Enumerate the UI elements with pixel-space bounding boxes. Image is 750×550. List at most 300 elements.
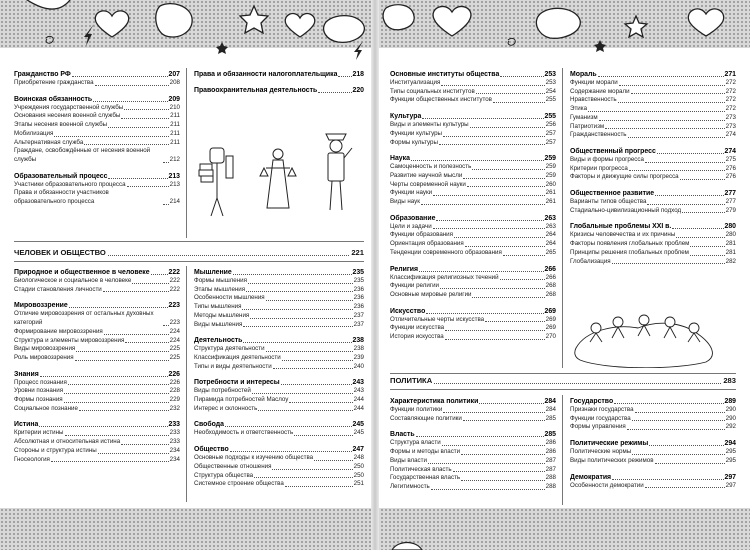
toc-entry[interactable] — [390, 324, 556, 333]
page-number: 272 — [725, 87, 736, 95]
toc-section — [14, 420, 180, 464]
entry-title: Участники образовательного процесса — [14, 180, 126, 188]
toc-entry[interactable] — [570, 88, 736, 97]
toc-entry[interactable] — [194, 405, 364, 414]
entry-title: Виды и элементы культуры — [390, 121, 469, 129]
leader-dots — [635, 412, 725, 413]
entry-title: Функции искусства — [390, 324, 445, 332]
toc-section-heading[interactable] — [570, 439, 736, 448]
toc-entry[interactable] — [570, 406, 736, 415]
page-number: 287 — [545, 456, 556, 464]
leader-dots — [631, 93, 725, 94]
page-number: 263 — [544, 214, 556, 222]
page-number: 223 — [168, 302, 180, 310]
toc-section-heading[interactable] — [570, 397, 736, 406]
entry-title: Составляющие политики — [390, 414, 462, 422]
section-title: Государство — [570, 398, 614, 405]
leader-dots — [647, 204, 724, 205]
toc-entry[interactable] — [194, 277, 364, 286]
page-number: 223 — [169, 319, 180, 327]
bubble-icon — [20, 0, 70, 9]
section-title: Мышление — [194, 269, 232, 276]
leader-dots — [163, 325, 169, 326]
toc-entry[interactable] — [194, 303, 364, 312]
page-number: 209 — [168, 95, 180, 103]
entry-title: Типы мышления — [194, 303, 242, 311]
toc-entry[interactable] — [194, 286, 364, 295]
toc-entry[interactable] — [14, 112, 180, 121]
toc-entry[interactable] — [570, 423, 736, 432]
section-title: Характеристика политики — [390, 398, 479, 405]
entry-title: Виды политических режимов — [570, 456, 654, 464]
page-number: 266 — [544, 265, 556, 273]
leader-dots — [95, 85, 169, 86]
entry-title: Учреждения государственной службы — [14, 103, 124, 111]
entry-title: Самоценность и полезность — [390, 163, 472, 171]
page-number: 243 — [352, 379, 364, 387]
part-title[interactable]: ПОЛИТИКА — [390, 376, 433, 385]
page-number: 235 — [353, 277, 364, 284]
toc-section-heading[interactable] — [14, 268, 180, 277]
leader-dots — [132, 283, 168, 284]
book-gutter — [371, 0, 379, 550]
leader-dots — [243, 326, 352, 327]
toc-entry[interactable] — [194, 454, 364, 463]
entry-title: Патриотизм — [570, 122, 605, 130]
leader-dots — [40, 376, 168, 377]
page-number: 255 — [545, 96, 556, 104]
toc-entry[interactable] — [570, 123, 736, 132]
toc-entry[interactable] — [14, 387, 180, 396]
toc-entry[interactable] — [570, 249, 736, 258]
leader-dots — [98, 453, 169, 454]
leader-dots — [54, 136, 169, 137]
entry-title: Варианты типов общества — [570, 198, 647, 206]
page-number: 233 — [168, 421, 180, 429]
page-number: 259 — [544, 155, 556, 163]
entry-title: Системное строение общества — [194, 480, 284, 488]
toc-entry[interactable] — [390, 189, 556, 198]
page-number: 250 — [353, 471, 364, 479]
page-number: 236 — [353, 294, 364, 302]
leader-dots — [655, 195, 723, 196]
section-title: Наука — [390, 155, 410, 163]
page-number: 292 — [725, 423, 736, 431]
toc-entry[interactable] — [14, 447, 180, 456]
toc-section — [14, 95, 180, 165]
toc-section — [570, 397, 736, 432]
entry-title: Интерес и склонность — [194, 404, 258, 412]
entry-title: Формирование мировоззрения — [14, 327, 103, 335]
lightning-icon — [84, 24, 94, 46]
entry-title: Функции науки — [390, 189, 433, 197]
toc-entry[interactable] — [390, 474, 556, 483]
toc-section-heading[interactable] — [14, 172, 180, 181]
toc-entry[interactable] — [390, 249, 556, 258]
page-number: 253 — [545, 79, 556, 86]
leader-dots — [500, 279, 545, 280]
toc-entry[interactable] — [390, 88, 556, 97]
leader-dots — [419, 271, 544, 272]
leader-dots — [163, 204, 169, 205]
toc-entry[interactable] — [14, 345, 180, 354]
toc-section-heading[interactable] — [390, 214, 556, 223]
page-number: 235 — [352, 269, 364, 276]
toc-entry[interactable] — [194, 396, 364, 405]
page-number: 273 — [725, 122, 736, 130]
toc-entry[interactable] — [194, 387, 364, 396]
leader-dots — [470, 127, 545, 128]
page-number: 290 — [725, 406, 736, 413]
toc-section — [14, 70, 180, 88]
toc-entry[interactable] — [390, 172, 556, 181]
toc-section-heading[interactable] — [390, 112, 556, 121]
toc-section-heading[interactable] — [194, 70, 364, 79]
star-icon — [625, 16, 647, 37]
entry-title: Функции политики — [390, 406, 443, 413]
toc-section-heading[interactable] — [194, 445, 364, 454]
toc-entry[interactable] — [14, 354, 180, 363]
section-title: Природное и общественное в человеке — [14, 269, 150, 276]
toc-section-heading[interactable] — [194, 86, 364, 95]
page-number: 225 — [169, 353, 180, 361]
toc-section-heading[interactable] — [194, 378, 364, 387]
toc-entry[interactable] — [390, 439, 556, 448]
toc-entry[interactable] — [570, 207, 736, 216]
page-number: 277 — [725, 198, 736, 206]
toc-entry[interactable] — [570, 105, 736, 114]
bubble-icon — [324, 16, 365, 43]
toc-section — [194, 420, 364, 438]
toc-entry[interactable] — [390, 240, 556, 249]
toc-entry[interactable] — [570, 457, 736, 466]
entry-title: Особенности мышления — [194, 294, 265, 302]
leader-dots — [493, 102, 545, 103]
toc-entry[interactable] — [390, 163, 556, 172]
toc-entry[interactable] — [194, 294, 364, 303]
toc-entry[interactable] — [390, 79, 556, 88]
entry-title: Стадиально-цивилизационный подход — [570, 206, 682, 214]
page-number: 272 — [725, 79, 736, 86]
toc-entry[interactable] — [14, 104, 180, 113]
toc-entry[interactable] — [194, 345, 364, 354]
toc-entry[interactable] — [570, 156, 736, 165]
leader-dots — [416, 436, 544, 437]
toc-entry[interactable] — [14, 337, 180, 346]
toc-entry[interactable] — [14, 405, 180, 414]
page-number: 285 — [544, 431, 556, 439]
entry-title: Типы социальных институтов — [390, 87, 475, 95]
leader-dots — [294, 435, 352, 436]
toc-entry[interactable] — [390, 282, 556, 291]
page-number: 238 — [353, 345, 364, 353]
toc-section-heading[interactable] — [570, 70, 736, 79]
entry-title: Основные мировые религии — [390, 290, 472, 298]
toc-entry[interactable] — [194, 429, 364, 438]
page-number: 263 — [545, 222, 556, 230]
toc-section-heading[interactable] — [570, 222, 736, 231]
toc-section-heading[interactable] — [14, 70, 180, 79]
page-number: 213 — [169, 180, 180, 188]
entry-title: Легитимность — [390, 482, 430, 490]
page-number: 245 — [353, 429, 364, 437]
entry-title: Содержание морали — [570, 87, 630, 95]
section-title: Культура — [390, 113, 422, 121]
entry-title: Формы мышления — [194, 277, 247, 284]
toc-entry[interactable] — [570, 165, 736, 174]
entry-title: Критерии истины — [14, 429, 64, 437]
right-page — [390, 60, 736, 510]
toc-entry[interactable] — [14, 379, 180, 388]
toc-entry[interactable] — [390, 231, 556, 240]
toc-entry[interactable] — [570, 448, 736, 457]
leader-dots — [657, 153, 724, 154]
toc-entry[interactable] — [570, 240, 736, 249]
entry-title: Этапы несения военной службы — [14, 121, 108, 129]
toc-section-heading[interactable] — [570, 147, 736, 156]
toc-entry[interactable] — [570, 198, 736, 207]
section-title: Основные институты общества — [390, 71, 500, 78]
entry-title: Типы и виды деятельности — [194, 362, 272, 370]
page-number: 269 — [545, 324, 556, 332]
part-page: 221 — [351, 248, 364, 257]
entry-title: Процесс познания — [14, 378, 67, 386]
toc-entry[interactable] — [390, 198, 556, 207]
entry-title: Этапы мышления — [194, 285, 246, 293]
entry-title: Функции культуры — [390, 129, 442, 137]
toc-entry[interactable] — [390, 415, 556, 424]
toc-entry[interactable] — [570, 482, 736, 491]
toc-entry[interactable] — [390, 223, 556, 232]
page-number: 256 — [545, 121, 556, 129]
entry-title: Политические нормы — [570, 448, 632, 456]
toc-entry[interactable] — [14, 130, 180, 139]
toc-entry[interactable] — [194, 354, 364, 363]
page-number: 276 — [725, 173, 736, 181]
bottom-doodles — [0, 508, 750, 550]
leader-dots — [338, 76, 351, 77]
toc-entry[interactable] — [14, 121, 180, 130]
page-number: 218 — [352, 71, 364, 78]
toc-entry[interactable] — [194, 463, 364, 472]
toc-section-heading[interactable] — [390, 70, 556, 79]
section-title: Истина — [14, 421, 39, 429]
entry-title: Факторы появления глобальных проблем — [570, 240, 690, 248]
toc-entry[interactable] — [390, 130, 556, 139]
section-title: Образование — [390, 214, 436, 222]
leader-dots — [250, 318, 352, 319]
entry-title: Граждане, освобождённые от несения военной службы — [14, 147, 151, 163]
toc-entry[interactable] — [390, 406, 556, 415]
page-number: 297 — [725, 481, 736, 489]
toc-entry[interactable] — [390, 96, 556, 105]
toc-entry[interactable] — [14, 277, 180, 286]
heart-icon — [688, 9, 723, 36]
toc-section-heading[interactable] — [390, 397, 556, 406]
toc-entry[interactable] — [14, 438, 180, 447]
toc-entry[interactable] — [390, 121, 556, 130]
leader-dots — [272, 469, 352, 470]
part-title[interactable]: ЧЕЛОВЕК И ОБЩЕСТВО — [14, 248, 106, 257]
toc-entry[interactable] — [570, 114, 736, 123]
toc-entry[interactable] — [14, 429, 180, 438]
toc-entry[interactable] — [570, 173, 736, 182]
leader-dots — [676, 237, 724, 238]
page-number: 237 — [353, 320, 364, 328]
star-icon — [594, 40, 606, 52]
toc-entry[interactable] — [194, 321, 364, 330]
page-number: 228 — [169, 387, 180, 395]
page-number: 245 — [352, 421, 364, 429]
entry-title: Критерии прогресса — [570, 164, 628, 172]
page-number: 281 — [725, 240, 736, 248]
toc-entry[interactable] — [570, 131, 736, 140]
page-number: 276 — [725, 164, 736, 172]
leader-dots — [258, 410, 352, 411]
entry-title: Права и обязанности участников образовательного процесса — [14, 189, 109, 206]
toc-entry[interactable] — [390, 181, 556, 190]
leader-dots — [445, 339, 545, 340]
toc-section — [390, 112, 556, 147]
leader-dots — [125, 342, 168, 343]
page-number: 261 — [545, 189, 556, 197]
spiral-icon — [46, 36, 53, 43]
page-number: 286 — [545, 448, 556, 456]
toc-section-heading[interactable] — [194, 336, 364, 345]
leader-dots — [443, 136, 545, 137]
entry-title: Уровни познания — [14, 387, 64, 395]
leader-dots — [273, 368, 353, 369]
page-number: 273 — [725, 113, 736, 121]
toc-section-heading[interactable] — [194, 420, 364, 429]
part-rule-top — [390, 373, 736, 374]
toc-section-heading[interactable] — [570, 189, 736, 198]
toc-entry[interactable] — [194, 472, 364, 481]
toc-entry[interactable] — [390, 457, 556, 466]
globe-people-illustration — [570, 308, 730, 368]
leader-dots — [443, 412, 544, 413]
page-number: 264 — [545, 231, 556, 239]
toc-entry[interactable] — [390, 466, 556, 475]
column-divider — [186, 68, 187, 238]
star-icon — [216, 42, 228, 54]
toc-section — [570, 222, 736, 266]
toc-column-3 — [390, 397, 556, 499]
toc-entry[interactable] — [390, 139, 556, 148]
toc-entry[interactable] — [14, 181, 180, 190]
toc-entry[interactable] — [14, 139, 180, 148]
leader-dots — [476, 93, 545, 94]
leader-dots — [421, 204, 545, 205]
leader-dots — [629, 170, 725, 171]
figures-illustration — [194, 118, 364, 238]
leader-dots — [282, 360, 353, 361]
leader-dots — [503, 255, 545, 256]
leader-dots — [690, 246, 724, 247]
section-title: Общество — [194, 446, 229, 454]
toc-entry[interactable] — [14, 456, 180, 465]
page-number: 289 — [724, 398, 736, 405]
toc-entry[interactable] — [14, 396, 180, 405]
column-divider — [562, 68, 563, 368]
page-number: 240 — [353, 362, 364, 370]
toc-entry[interactable] — [570, 79, 736, 88]
section-title: Глобальные проблемы XXI в. — [570, 223, 672, 231]
page-number: 268 — [545, 282, 556, 290]
entry-title: Формы и методы власти — [390, 448, 461, 456]
toc-section-heading[interactable] — [14, 95, 180, 104]
toc-entry[interactable] — [570, 96, 736, 105]
entry-title: Методы мышления — [194, 311, 250, 319]
star-icon — [240, 6, 268, 33]
toc-entry[interactable] — [390, 291, 556, 300]
entry-title: Виды и формы прогресса — [570, 155, 644, 163]
toc-entry[interactable] — [194, 363, 364, 372]
section-title: Религия — [390, 265, 418, 273]
toc-section-heading[interactable] — [390, 307, 556, 316]
leader-dots — [39, 426, 167, 427]
toc-entry[interactable] — [14, 328, 180, 337]
toc-entry[interactable] — [390, 333, 556, 342]
toc-section-heading[interactable] — [14, 420, 180, 429]
toc-entry[interactable] — [14, 310, 180, 327]
toc-entry[interactable] — [390, 483, 556, 492]
leader-dots — [426, 313, 543, 314]
toc-section-heading[interactable] — [390, 430, 556, 439]
entry-title: Нравственность — [570, 96, 617, 104]
page-number: 265 — [545, 248, 556, 256]
bubble-icon — [383, 5, 414, 30]
page-number: 211 — [170, 121, 180, 129]
page-number: 233 — [169, 429, 180, 437]
toc-column-2 — [570, 70, 736, 273]
toc-entry[interactable] — [570, 231, 736, 240]
toc-section-heading[interactable] — [14, 301, 180, 310]
toc-entry[interactable] — [194, 480, 364, 489]
leader-dots — [672, 228, 723, 229]
toc-entry[interactable] — [14, 147, 180, 164]
toc-column-4 — [194, 268, 364, 496]
toc-entry[interactable] — [390, 448, 556, 457]
toc-entry[interactable] — [14, 286, 180, 295]
toc-entry[interactable] — [570, 415, 736, 424]
leader-dots — [599, 120, 725, 121]
section-title: Знания — [14, 370, 39, 378]
page-number: 269 — [545, 315, 556, 323]
toc-entry[interactable] — [570, 258, 736, 267]
leader-dots — [84, 144, 169, 145]
entry-title: Виды потребностей — [194, 387, 251, 395]
section-title: Гражданство РФ — [14, 71, 71, 78]
toc-section-heading[interactable] — [390, 265, 556, 274]
toc-entry[interactable] — [14, 189, 180, 206]
toc-section-heading[interactable] — [390, 154, 556, 163]
entry-title: Общественные отношения — [194, 462, 272, 470]
toc-entry[interactable] — [390, 316, 556, 325]
toc-entry[interactable] — [390, 274, 556, 283]
entry-title: Кризисы человечества и их причины — [570, 231, 676, 239]
leader-dots — [124, 109, 168, 110]
toc-entry[interactable] — [14, 79, 180, 88]
leader-dots — [108, 178, 167, 179]
page-number: 247 — [352, 446, 364, 454]
toc-section-heading[interactable] — [570, 473, 736, 482]
leader-dots — [422, 118, 543, 119]
toc-entry[interactable] — [194, 312, 364, 321]
toc-section-heading[interactable] — [194, 268, 364, 277]
toc-section-heading[interactable] — [14, 370, 180, 379]
leader-dots — [108, 255, 350, 256]
